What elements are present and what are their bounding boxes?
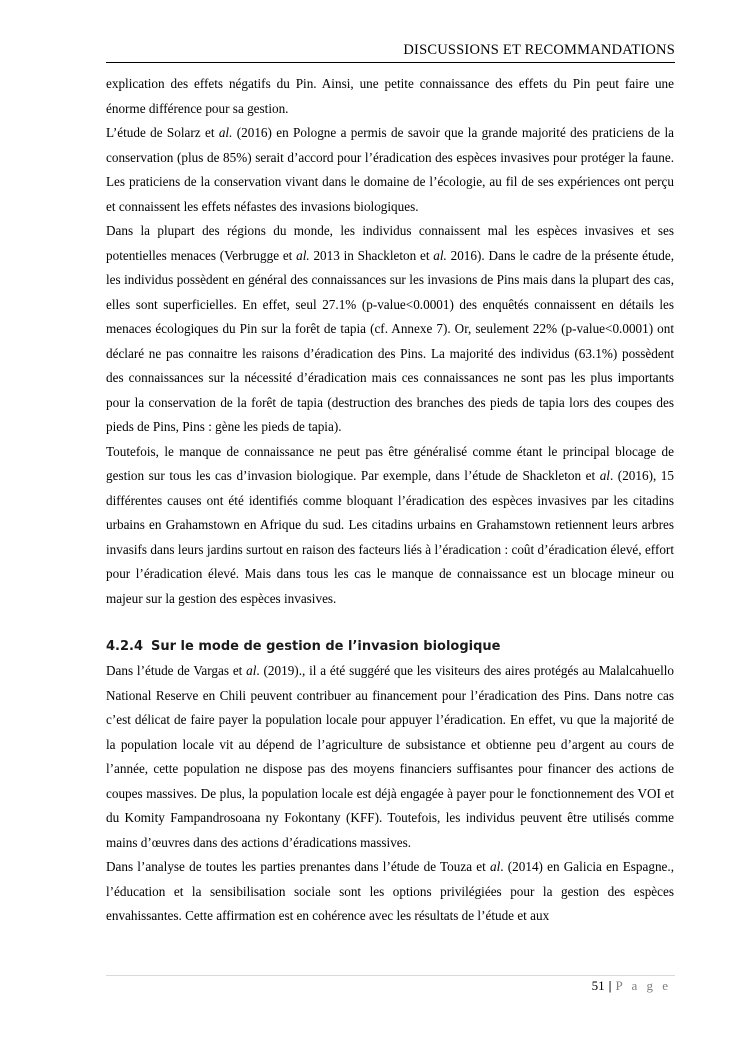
footer-separator: | [608,978,612,993]
paragraph-2 [106,121,674,219]
paragraph-5 [106,659,674,855]
paragraph-6 [106,855,674,929]
paragraph-6-text-a: Dans l’analyse de toutes les parties prenantes dans l’étude de Touza et [106,859,490,874]
header-divider [106,62,675,63]
running-header-title: DISCUSSIONS ET RECOMMANDATIONS [403,42,675,58]
page-label: P a g e [615,978,671,993]
paragraph-3-text-a: Dans la plupart des régions du monde, les individus connaissent mal les espèces invasives et ses potentielles menaces (Verbrugge et [106,223,674,263]
paragraph-1 [106,72,674,121]
paragraph-6-et-al: al [490,859,501,874]
footer-divider [106,975,675,976]
paragraph-2-text-a: L’étude de Solarz et [106,125,219,140]
paragraph-3 [106,219,674,440]
paragraph-4-text-b: . (2016), 15 différentes causes ont été identifiés comme bloquant l’éradication des espèces invasives par les citadins urbains en Grahamstown en Afrique du sud. Les citadins urbains en Grahamstown retiennent leurs arbres invasifs dans leurs jardins surtout en raison des facteurs liés à l’éradication : coût d’éradication élevé, effort pour l’éradication élevé. Mais dans tous les cas le manque de connaissance est un blocage mineur ou majeur sur la gestion des espèces invasives. [106,468,674,606]
page-footer [106,978,671,994]
paragraph-3-text-b: 2013 in Shackleton et [309,247,434,263]
paragraph-4-text-a: Toutefois, le manque de connaissance ne peut pas être généralisé comme étant le principal blocage de gestion sur tous les cas d’invasion biologique. Par exemple, dans l’étude de Shackleton et [106,443,674,483]
paragraph-5-text-a: Dans l’étude de Vargas et [106,663,247,678]
paragraph-2-et-al: al. [218,125,233,140]
page-number: 51 [591,978,605,993]
paragraph-1-text: explication des effets négatifs du Pin. Ainsi, une petite connaissance des effets du Pin peut faire une énorme différence pour sa gestion. [106,76,674,116]
section-number: 4.2.4 [106,639,144,654]
paragraph-5-et-al: al [246,663,257,678]
section-title: Sur le mode de gestion de l’invasion biologique [151,639,501,654]
section-heading [106,637,674,657]
paragraph-6-text-b: . (2014) en Galicia en Espagne., l’éducation et la sensibilisation sociale sont les options privilégiées pour la gestion des espèces envahissantes. Cette affirmation est en cohérence avec les résultats de l’étude et aux [106,859,674,923]
paragraph-4 [106,440,674,612]
paragraph-4-et-al: al [599,468,610,483]
paragraph-3-text-c: 2016). Dans le cadre de la présente étude, les individus possèdent en général des connaissances sur les invasions de Pins mais dans la plupart des cas, elles sont superficielles. En effet, seul 27.1% (p-value<0.0001) des enquêtés connaissent en détails les menaces écologiques du Pin sur la forêt de tapia (cf. Annexe 7). Or, seulement 22% (p-value<0.0001) ont déclaré ne pas connaitre les raisons d’éradication des Pins. La majorité des individus (63.1%) possèdent des connaissances sur la nécessité d’éradication mais ces connaissances ne sont pas les plus importants pour la conservation de la forêt de tapia (destruction des branches des pieds de tapia lors des coupes des pieds de Pins, Pins : gène les pieds de tapia). [106,247,674,434]
paragraph-3-et-al-2: al. [433,247,447,263]
page-body [106,72,674,929]
paragraph-2-text-b: (2016) en Pologne a permis de savoir que la grande majorité des praticiens de la conservation (plus de 85%) serait d’accord pour l’éradication des espèces invasives pour protéger la faune. Les praticiens de la conservation vivant dans le domaine de l’écologie, au fil de ses expériences ont perçu et connaissent les effets néfastes des invasions biologiques. [106,125,674,214]
paragraph-5-text-b: . (2019)., il a été suggéré que les visiteurs des aires protégés au Malalcahuello National Reserve en Chili peuvent contribuer au financement pour l’éradication des Pins. Dans notre cas c’est délicat de faire payer la population locale pour appuyer l’éradication. En effet, vu que la majorité de la population locale vit au dépend de l’agriculture de subsistance et obtienne peu d’argent au cours de l’année, cette population ne dispose pas des moyens financiers suffisantes pour financer des actions de coupes massives. De plus, la population locale est déjà engagée à payer pour le fonctionnement des VOI et du Komity Fampandrosoana ny Fokontany (KFF). Toutefois, les individus peuvent être utilisés comme mains d’œuvres dans des actions d’éradications massives. [106,663,674,850]
paragraph-3-et-al-1: al. [296,247,310,263]
